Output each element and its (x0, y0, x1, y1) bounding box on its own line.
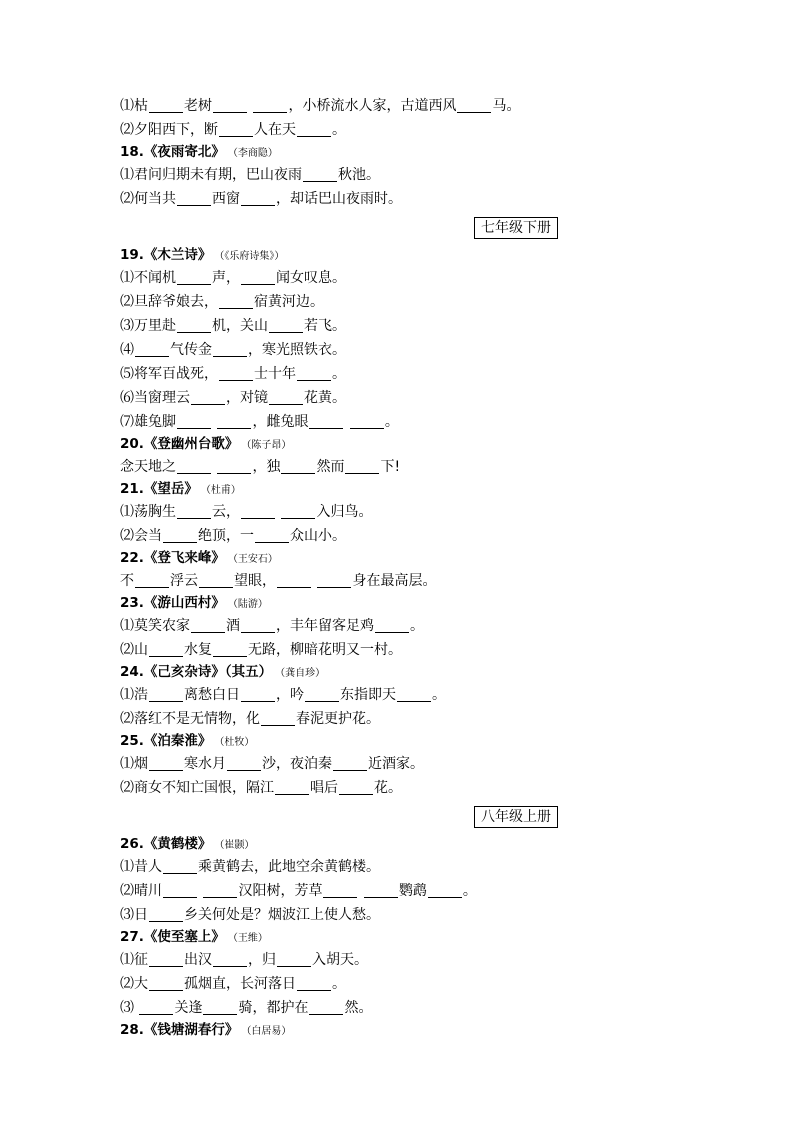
line-text: 秋池。 (338, 167, 380, 183)
line-text (248, 98, 252, 114)
line-text: 机，关山 (212, 318, 268, 334)
line-text: 下! (380, 459, 401, 475)
line-text: ⑴昔人 (120, 859, 162, 875)
line-text: 乘黄鹤去，此地空余黄鹤楼。 (198, 859, 380, 875)
answer-blank[interactable] (217, 459, 251, 474)
exercise-line (120, 569, 680, 593)
answer-blank[interactable] (241, 618, 275, 633)
answer-blank[interactable] (213, 642, 247, 657)
poem-title (120, 1020, 680, 1041)
line-text: 。 (384, 414, 399, 430)
line-text (198, 883, 202, 899)
answer-blank[interactable] (241, 687, 275, 702)
poem-title (120, 548, 680, 569)
line-text: 水复 (184, 642, 212, 658)
poem-author: （李商隐） (232, 148, 278, 159)
line-text: 东指即天 (340, 687, 396, 703)
poem-title-text: 18.《夜雨寄北》 (120, 144, 225, 160)
line-text: 。 (432, 687, 446, 703)
answer-blank[interactable] (457, 98, 491, 113)
section-heading (120, 211, 680, 245)
line-text: 入归鸟。 (316, 504, 373, 520)
line-text: ⑵山 (120, 642, 148, 658)
answer-blank[interactable] (135, 573, 169, 588)
line-text: ⑴莫笑农家 (120, 618, 190, 634)
line-text (358, 883, 362, 899)
line-text (212, 459, 216, 475)
exercise-line (120, 996, 680, 1020)
line-text: 。 (332, 122, 346, 138)
answer-blank[interactable] (149, 642, 183, 657)
answer-blank[interactable] (177, 270, 211, 285)
answer-blank[interactable] (323, 883, 357, 898)
line-text: 云， (212, 504, 240, 520)
line-text: 浮云 (170, 573, 198, 589)
answer-blank[interactable] (281, 459, 315, 474)
line-text: ⑴不闻机 (120, 270, 176, 286)
line-text: ⑴君问归期未有期，巴山夜雨 (120, 167, 302, 183)
answer-blank[interactable] (219, 122, 253, 137)
answer-blank[interactable] (227, 756, 261, 771)
poem-author: （《乐府诗集》） (219, 251, 285, 262)
poem-author: （崔颢） (219, 840, 255, 851)
poem-author: （陈子昂） (246, 440, 292, 451)
line-text: ⑵旦辞爷娘去， (120, 294, 218, 310)
line-text: ⑴烟 (120, 756, 148, 772)
exercise-line (120, 290, 680, 314)
line-text: ⑵何当共 (120, 191, 176, 207)
line-text: ⑵大 (120, 976, 148, 992)
line-text: ⑴荡胸生 (120, 504, 176, 520)
answer-blank[interactable] (269, 318, 303, 333)
answer-blank[interactable] (191, 618, 225, 633)
poem-title-text: 27.《使至塞上》 (120, 929, 225, 945)
poem-title (120, 142, 680, 163)
answer-blank[interactable] (275, 780, 309, 795)
line-text: ⑴征 (120, 952, 148, 968)
line-text: 汉阳树，芳草 (238, 883, 323, 899)
poem-title-text: 23.《游山西村》 (120, 595, 225, 611)
answer-blank[interactable] (241, 504, 275, 519)
answer-blank[interactable] (217, 414, 251, 429)
poem-title-text: 21.《望岳》 (120, 481, 198, 497)
line-text: 身在最高层。 (352, 573, 437, 589)
line-text (212, 414, 216, 430)
exercise-line (120, 118, 680, 142)
answer-blank[interactable] (350, 414, 384, 429)
answer-blank[interactable] (428, 883, 462, 898)
line-text: 若飞。 (304, 318, 346, 334)
answer-blank[interactable] (177, 191, 211, 206)
poem-author: （杜牧） (219, 737, 255, 748)
answer-blank[interactable] (213, 98, 247, 113)
poem-title (120, 593, 680, 614)
answer-blank[interactable] (277, 573, 311, 588)
exercise-line (120, 455, 680, 479)
exercise-line (120, 266, 680, 290)
exercise-line (120, 752, 680, 776)
exercise-line (120, 524, 680, 548)
poem-title (120, 834, 680, 855)
answer-blank[interactable] (149, 952, 183, 967)
line-text: 唱后 (310, 780, 338, 796)
line-text: 绝顶，一 (198, 528, 254, 544)
answer-blank[interactable] (297, 122, 331, 137)
line-text: ⑵夕阳西下，断 (120, 122, 218, 138)
poem-title (120, 927, 680, 948)
line-text: 。 (462, 883, 477, 899)
line-text: 气传金 (170, 342, 212, 358)
exercise-line (120, 94, 680, 118)
line-text: ，吟 (276, 687, 304, 703)
answer-blank[interactable] (364, 883, 398, 898)
line-text: 士十年 (254, 366, 296, 382)
answer-blank[interactable] (269, 390, 303, 405)
line-text: ⑸将军百战死， (120, 366, 218, 382)
answer-blank[interactable] (149, 687, 183, 702)
answer-blank[interactable] (191, 390, 225, 405)
line-text: 乡关何处是？烟波江上使人愁。 (184, 907, 380, 923)
line-text: 马。 (492, 98, 521, 114)
line-text: 骑，都护在 (238, 1000, 309, 1016)
answer-blank[interactable] (297, 976, 331, 991)
exercise-line (120, 707, 680, 731)
answer-blank[interactable] (241, 191, 275, 206)
exercise-line (120, 386, 680, 410)
poem-title (120, 434, 680, 455)
answer-blank[interactable] (281, 504, 315, 519)
line-text: ⑶万里赴 (120, 318, 176, 334)
poem-title-text: 28.《钱塘湖春行》 (120, 1022, 239, 1038)
line-text: ⑴枯 (120, 98, 148, 114)
answer-blank[interactable] (261, 711, 295, 726)
answer-blank[interactable] (397, 687, 431, 702)
section-heading (120, 800, 680, 834)
answer-blank[interactable] (177, 504, 211, 519)
line-text: ⑺雄兔脚 (120, 414, 176, 430)
line-text: 宿黄河边。 (254, 294, 324, 310)
line-text: 念天地之 (120, 459, 176, 475)
exercise-line (120, 903, 680, 927)
answer-blank[interactable] (149, 756, 183, 771)
poem-title (120, 245, 680, 266)
poem-author: （王维） (232, 933, 268, 944)
exercise-line (120, 163, 680, 187)
answer-blank[interactable] (309, 414, 343, 429)
line-text: 花黄。 (304, 390, 346, 406)
line-text: ，小桥流水人家，古道西风 (288, 98, 457, 114)
answer-blank[interactable] (199, 573, 233, 588)
exercise-line (120, 410, 680, 434)
line-text (344, 414, 348, 430)
exercise-line (120, 948, 680, 972)
line-text: ，寒光照铁衣。 (248, 342, 346, 358)
poem-title-text: 24.《己亥杂诗》（其五） (120, 664, 273, 680)
exercise-line (120, 972, 680, 996)
line-text: 然。 (344, 1000, 373, 1016)
answer-blank[interactable] (213, 952, 247, 967)
line-text (276, 504, 280, 520)
line-text: 离愁白日 (184, 687, 240, 703)
answer-blank[interactable] (255, 528, 289, 543)
worksheet (120, 94, 680, 1041)
line-text: ，归 (248, 952, 276, 968)
line-text: 春泥更护花。 (296, 711, 380, 727)
poem-title-text: 22.《登飞来峰》 (120, 550, 225, 566)
answer-blank[interactable] (333, 756, 367, 771)
exercise-line (120, 187, 680, 211)
line-text: ⑵商女不知亡国恨，隔江 (120, 780, 274, 796)
line-text: 。 (332, 366, 346, 382)
exercise-line (120, 638, 680, 662)
exercise-line (120, 500, 680, 524)
line-text: 望眼， (234, 573, 276, 589)
poem-author: （龚自珍） (280, 668, 326, 679)
line-text: 众山小。 (290, 528, 346, 544)
line-text: ⑶日 (120, 907, 148, 923)
answer-blank[interactable] (149, 976, 183, 991)
line-text: 鹦鹉 (398, 883, 427, 899)
line-text: 关逢 (174, 1000, 203, 1016)
poem-title (120, 731, 680, 752)
answer-blank[interactable] (339, 780, 373, 795)
line-text: ，丰年留客足鸡 (276, 618, 374, 634)
answer-blank[interactable] (149, 907, 183, 922)
answer-blank[interactable] (149, 98, 183, 113)
poem-title (120, 479, 680, 500)
line-text: ，却话巴山夜雨时。 (276, 191, 402, 207)
answer-blank[interactable] (309, 1000, 343, 1015)
line-text: 无路，柳暗花明又一村。 (248, 642, 402, 658)
line-text: 西窗 (212, 191, 240, 207)
poem-title-text: 20.《登幽州台歌》 (120, 436, 239, 452)
answer-blank[interactable] (303, 167, 337, 182)
answer-blank[interactable] (277, 952, 311, 967)
line-text: ，雌兔眼 (252, 414, 309, 430)
section-heading-label: 七年级下册 (474, 217, 558, 239)
line-text (312, 573, 316, 589)
exercise-line (120, 683, 680, 707)
answer-blank[interactable] (163, 883, 197, 898)
exercise-line (120, 314, 680, 338)
answer-blank[interactable] (177, 459, 211, 474)
line-text: 。 (410, 618, 424, 634)
exercise-line (120, 855, 680, 879)
poem-title-text: 19.《木兰诗》 (120, 247, 212, 263)
poem-author: （白居易） (246, 1026, 292, 1037)
answer-blank[interactable] (305, 687, 339, 702)
line-text: 酒 (226, 618, 240, 634)
line-text: ，独 (252, 459, 281, 475)
exercise-line (120, 776, 680, 800)
line-text: 出汉 (184, 952, 212, 968)
line-text: 入胡天。 (312, 952, 368, 968)
answer-blank[interactable] (203, 1000, 237, 1015)
line-text: 沙，夜泊秦 (262, 756, 332, 772)
answer-blank[interactable] (203, 883, 237, 898)
line-text: ⑴浩 (120, 687, 148, 703)
line-text: 人在天 (254, 122, 296, 138)
answer-blank[interactable] (177, 414, 211, 429)
line-text: ⑵落红不是无情物，化 (120, 711, 260, 727)
answer-blank[interactable] (317, 573, 351, 588)
answer-blank[interactable] (163, 859, 197, 874)
line-text: 花。 (374, 780, 402, 796)
answer-blank[interactable] (219, 366, 253, 381)
exercise-line (120, 614, 680, 638)
answer-blank[interactable] (213, 342, 247, 357)
answer-blank[interactable] (163, 528, 197, 543)
line-text: ⑵会当 (120, 528, 162, 544)
line-text: 老树 (184, 98, 212, 114)
answer-blank[interactable] (375, 618, 409, 633)
poem-author: （王安石） (232, 554, 278, 565)
answer-blank[interactable] (345, 459, 379, 474)
answer-blank[interactable] (139, 1000, 173, 1015)
section-heading-label: 八年级上册 (474, 806, 558, 828)
line-text: ，对镜 (226, 390, 268, 406)
line-text: 孤烟直，长河落日 (184, 976, 296, 992)
line-text: ⑷ (120, 342, 134, 358)
line-text: 闻女叹息。 (276, 270, 346, 286)
answer-blank[interactable] (135, 342, 169, 357)
poem-title-text: 26.《黄鹤楼》 (120, 836, 212, 852)
poem-author: （陆游） (232, 599, 268, 610)
line-text: ⑹当窗理云 (120, 390, 190, 406)
exercise-line (120, 362, 680, 386)
line-text: 寒水月 (184, 756, 226, 772)
answer-blank[interactable] (241, 270, 275, 285)
answer-blank[interactable] (297, 366, 331, 381)
line-text: 声， (212, 270, 240, 286)
poem-author: （杜甫） (205, 485, 241, 496)
line-text: 近酒家。 (368, 756, 424, 772)
answer-blank[interactable] (253, 98, 287, 113)
line-text: ⑵晴川 (120, 883, 162, 899)
poem-title-text: 25.《泊秦淮》 (120, 733, 212, 749)
poem-title (120, 662, 680, 683)
line-text: 。 (332, 976, 346, 992)
exercise-line (120, 338, 680, 362)
answer-blank[interactable] (219, 294, 253, 309)
exercise-line (120, 879, 680, 903)
line-text: 不 (120, 573, 134, 589)
line-text: ⑶ (120, 1000, 139, 1016)
line-text: 然而 (316, 459, 345, 475)
answer-blank[interactable] (177, 318, 211, 333)
